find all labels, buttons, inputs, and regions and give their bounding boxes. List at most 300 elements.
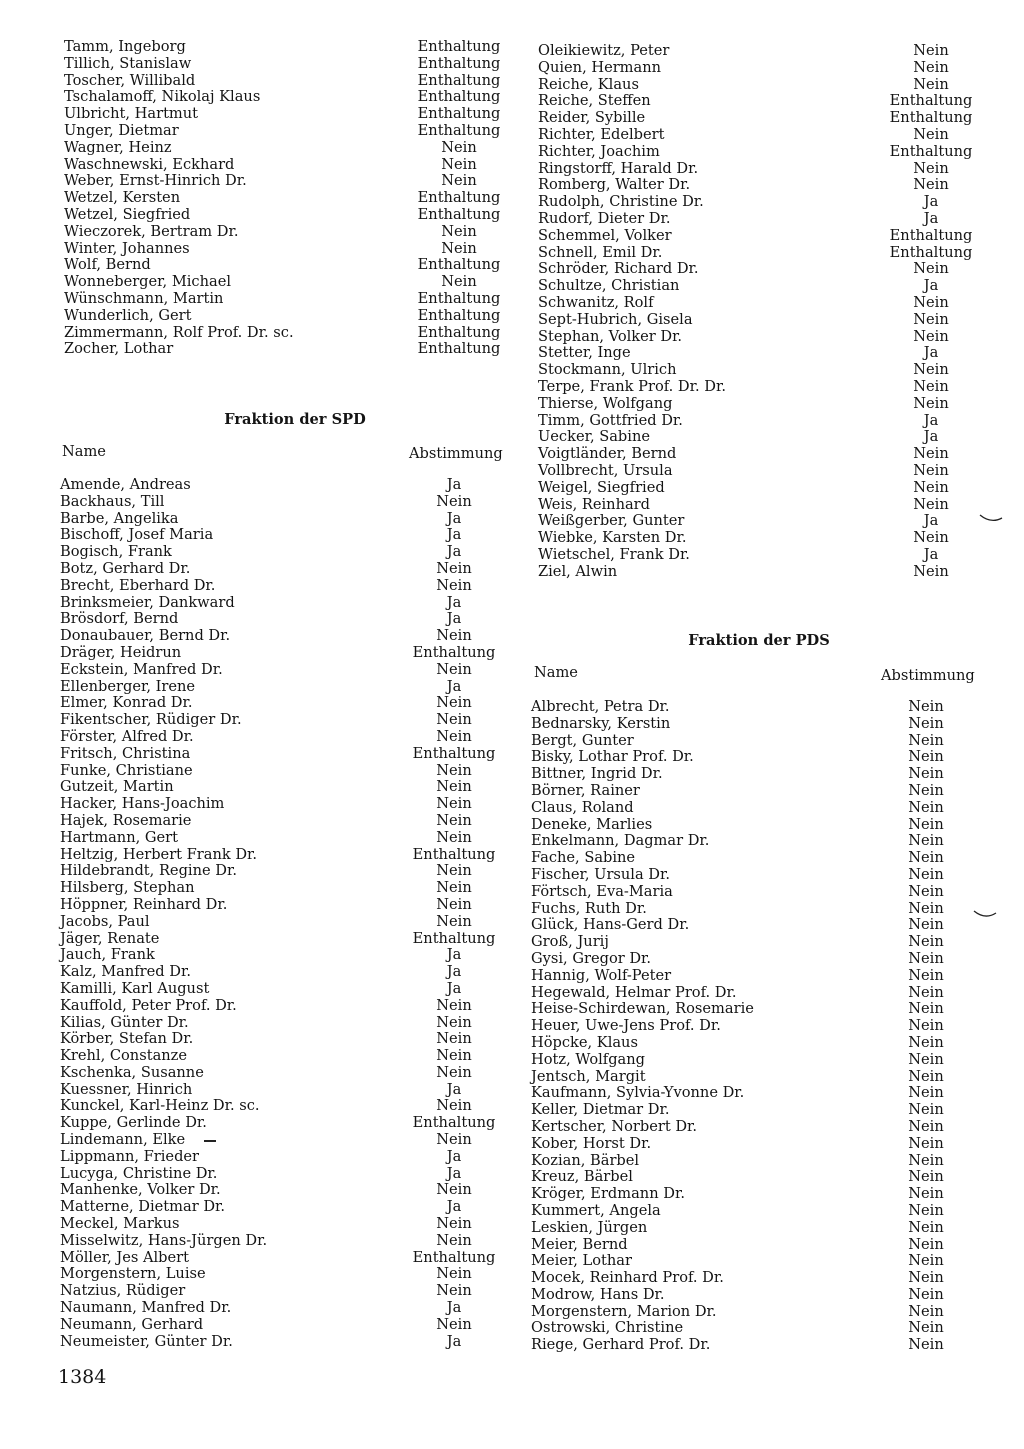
- vote-row: [531, 951, 991, 968]
- vote-value: Nein: [913, 42, 949, 59]
- vote-row: [60, 628, 510, 645]
- vote-value: Nein: [436, 660, 472, 678]
- vote-row: [60, 595, 510, 612]
- vote-row: [60, 1334, 510, 1351]
- vote-value: Nein: [436, 1315, 472, 1333]
- vote-value: Ja: [923, 209, 939, 227]
- vote-value: Enthaltung: [417, 289, 501, 307]
- member-name: Claus, Roland: [531, 798, 634, 816]
- member-name: Kalz, Manfred Dr.: [60, 963, 191, 981]
- vote-row: [538, 295, 988, 312]
- member-name: Gysi, Gregor Dr.: [531, 949, 652, 967]
- pds-vote-list: [531, 699, 991, 1354]
- vote-row: [531, 1085, 991, 1102]
- vote-row: [60, 1166, 510, 1183]
- member-name: Wietschel, Frank Dr.: [538, 545, 690, 563]
- member-name: Zocher, Lothar: [64, 340, 174, 358]
- vote-row: [531, 985, 991, 1002]
- vote-value: Ja: [446, 610, 462, 628]
- member-name: Modrow, Hans Dr.: [531, 1285, 665, 1303]
- vote-row: [538, 497, 988, 514]
- spd-vote-list: [60, 477, 510, 1350]
- vote-value: Nein: [908, 849, 944, 867]
- vote-row: [60, 729, 510, 746]
- vote-row: [64, 73, 514, 90]
- member-name: Donaubauer, Bernd Dr.: [60, 627, 231, 645]
- member-name: Bisky, Lothar Prof. Dr.: [531, 748, 694, 766]
- member-name: Bergt, Gunter: [531, 731, 634, 749]
- vote-row: [531, 1220, 991, 1237]
- vote-value: Enthaltung: [417, 71, 501, 89]
- member-name: Möller, Jes Albert: [60, 1248, 189, 1266]
- member-name: Stetter, Inge: [538, 344, 631, 362]
- member-name: Kröger, Erdmann Dr.: [531, 1185, 685, 1203]
- member-name: Hajek, Rosemarie: [60, 811, 192, 829]
- vote-value: Nein: [436, 1047, 472, 1065]
- vote-value: Nein: [908, 1269, 944, 1287]
- member-name: Romberg, Walter Dr.: [538, 176, 691, 194]
- vote-row: [64, 56, 514, 73]
- member-name: Schröder, Richard Dr.: [538, 260, 699, 278]
- member-name: Bittner, Ingrid Dr.: [531, 765, 663, 783]
- member-name: Jacobs, Paul: [60, 912, 150, 930]
- vote-value: Ja: [923, 512, 939, 530]
- vote-value: Enthaltung: [889, 109, 973, 127]
- member-name: Timm, Gottfried Dr.: [538, 411, 683, 429]
- vote-row: [64, 157, 514, 174]
- vote-value: Nein: [436, 576, 472, 594]
- vote-value: Nein: [908, 916, 944, 934]
- vote-row: [60, 1216, 510, 1233]
- spd-name-column-header: Name: [62, 443, 106, 460]
- vote-row: [531, 1153, 991, 1170]
- vote-value: Ja: [446, 543, 462, 561]
- vote-value: Nein: [441, 273, 477, 291]
- member-name: Zimmermann, Rolf Prof. Dr. sc.: [64, 323, 294, 341]
- member-name: Reiche, Steffen: [538, 92, 651, 110]
- vote-row: [64, 140, 514, 157]
- vote-value: Nein: [908, 1067, 944, 1085]
- vote-row: [60, 1098, 510, 1115]
- vote-row: [64, 89, 514, 106]
- vote-row: [60, 1132, 510, 1149]
- member-name: Amende, Andreas: [60, 476, 191, 493]
- vote-value: Nein: [913, 377, 949, 395]
- vote-row: [60, 981, 510, 998]
- vote-value: Nein: [436, 1282, 472, 1300]
- member-name: Wonneberger, Michael: [64, 273, 232, 291]
- vote-value: Ja: [446, 946, 462, 964]
- member-name: Wetzel, Siegfried: [64, 205, 191, 223]
- member-name: Hotz, Wolfgang: [531, 1050, 645, 1068]
- vote-row: [64, 106, 514, 123]
- vote-value: Nein: [913, 58, 949, 76]
- vote-value: Nein: [436, 778, 472, 796]
- vote-value: Nein: [908, 1336, 944, 1354]
- vote-value: Nein: [436, 1181, 472, 1199]
- vote-row: [60, 645, 510, 662]
- vote-row: [538, 312, 988, 329]
- member-name: Kozian, Bärbel: [531, 1151, 640, 1169]
- vote-value: Nein: [908, 1201, 944, 1219]
- vote-value: Nein: [441, 222, 477, 240]
- vote-value: Nein: [441, 155, 477, 173]
- vote-row: [60, 1149, 510, 1166]
- member-name: Schnell, Emil Dr.: [538, 243, 663, 261]
- vote-row: [531, 884, 991, 901]
- vote-row: [60, 1250, 510, 1267]
- vote-value: Nein: [913, 361, 949, 379]
- vote-row: [538, 60, 988, 77]
- vote-row: [531, 1136, 991, 1153]
- vote-value: Enthaltung: [412, 744, 496, 762]
- member-name: Kuessner, Hinrich: [60, 1080, 193, 1098]
- member-name: Funke, Christiane: [60, 761, 193, 779]
- member-name: Toscher, Willibald: [64, 71, 196, 89]
- member-name: Morgenstern, Marion Dr.: [531, 1302, 717, 1320]
- member-name: Backhaus, Till: [60, 492, 165, 510]
- vote-row: [60, 1048, 510, 1065]
- vote-row: [531, 934, 991, 951]
- vote-value: Enthaltung: [412, 845, 496, 863]
- vote-value: Nein: [913, 159, 949, 177]
- member-name: Dräger, Heidrun: [60, 643, 182, 661]
- vote-value: Ja: [923, 428, 939, 446]
- member-name: Lindemann, Elke: [60, 1131, 186, 1149]
- member-name: Ulbricht, Hartmut: [64, 105, 199, 123]
- vote-row: [538, 396, 988, 413]
- vote-value: Nein: [908, 798, 944, 816]
- member-name: Heltzig, Herbert Frank Dr.: [60, 845, 258, 863]
- member-name: Tschalamoff, Nikolaj Klaus: [64, 88, 261, 106]
- member-name: Elmer, Konrad Dr.: [60, 694, 193, 712]
- vote-value: Nein: [908, 1218, 944, 1236]
- vote-value: Enthaltung: [417, 88, 501, 106]
- vote-value: Nein: [441, 138, 477, 156]
- vote-value: Ja: [446, 593, 462, 611]
- member-name: Terpe, Frank Prof. Dr. Dr.: [538, 377, 726, 395]
- vote-row: [538, 93, 988, 110]
- vote-value: Nein: [436, 795, 472, 813]
- member-name: Kunckel, Karl-Heinz Dr. sc.: [60, 1097, 260, 1115]
- vote-value: Nein: [908, 882, 944, 900]
- member-name: Riege, Gerhard Prof. Dr.: [531, 1336, 711, 1354]
- vote-row: [60, 830, 510, 847]
- member-name: Meckel, Markus: [60, 1215, 180, 1233]
- vote-row: [538, 480, 988, 497]
- vote-value: Nein: [436, 627, 472, 645]
- member-name: Kreuz, Bärbel: [531, 1168, 633, 1186]
- vote-row: [538, 194, 988, 211]
- member-name: Brösdorf, Bernd: [60, 610, 179, 628]
- member-name: Wünschmann, Martin: [64, 289, 224, 307]
- member-name: Kschenka, Susanne: [60, 1063, 204, 1081]
- member-name: Natzius, Rüdiger: [60, 1282, 186, 1300]
- vote-row: [531, 1052, 991, 1069]
- member-name: Neumeister, Günter Dr.: [60, 1332, 233, 1350]
- vote-value: Nein: [908, 765, 944, 783]
- member-name: Kuppe, Gerlinde Dr.: [60, 1114, 207, 1132]
- member-name: Stockmann, Ulrich: [538, 361, 677, 379]
- member-name: Fikentscher, Rüdiger Dr.: [60, 711, 242, 729]
- scan-mark-arc-lower: [972, 908, 998, 920]
- member-name: Voigtländer, Bernd: [538, 445, 677, 463]
- vote-row: [538, 446, 988, 463]
- member-name: Richter, Edelbert: [538, 125, 665, 143]
- vote-value: Enthaltung: [412, 929, 496, 947]
- member-name: Manhenke, Volker Dr.: [60, 1181, 221, 1199]
- vote-row: [531, 1119, 991, 1136]
- vote-value: Nein: [436, 879, 472, 897]
- vote-value: Nein: [436, 912, 472, 930]
- vote-value: Nein: [908, 1117, 944, 1135]
- member-name: Schultze, Christian: [538, 277, 680, 295]
- member-name: Winter, Johannes: [64, 239, 190, 257]
- vote-value: Ja: [446, 677, 462, 695]
- vote-row: [60, 813, 510, 830]
- member-name: Schwanitz, Rolf: [538, 293, 654, 311]
- member-name: Stephan, Volker Dr.: [538, 327, 683, 345]
- vote-value: Nein: [436, 1013, 472, 1031]
- member-name: Höpcke, Klaus: [531, 1033, 638, 1051]
- vote-value: Nein: [436, 828, 472, 846]
- vote-row: [60, 1266, 510, 1283]
- member-name: Gutzeit, Martin: [60, 778, 174, 796]
- member-name: Kertscher, Norbert Dr.: [531, 1117, 698, 1135]
- vote-value: Enthaltung: [889, 226, 973, 244]
- vote-row: [64, 190, 514, 207]
- vote-value: Nein: [436, 492, 472, 510]
- vote-value: Nein: [436, 1215, 472, 1233]
- vote-row: [538, 379, 988, 396]
- vote-value: Nein: [908, 1151, 944, 1169]
- member-name: Botz, Gerhard Dr.: [60, 559, 191, 577]
- member-name: Ostrowski, Christine: [531, 1319, 684, 1337]
- vote-value: Ja: [446, 1332, 462, 1350]
- member-name: Unger, Dietmar: [64, 121, 179, 139]
- vote-value: Enthaltung: [417, 189, 501, 207]
- member-name: Sept-Hubrich, Gisela: [538, 310, 693, 328]
- member-name: Brinksmeier, Dankward: [60, 593, 235, 611]
- vote-row: [60, 544, 510, 561]
- vote-row: [60, 947, 510, 964]
- vote-row: [64, 224, 514, 241]
- member-name: Glück, Hans-Gerd Dr.: [531, 916, 690, 934]
- vote-value: Nein: [913, 125, 949, 143]
- member-name: Fischer, Ursula Dr.: [531, 865, 671, 883]
- member-name: Reider, Sybille: [538, 109, 646, 127]
- vote-row: [60, 914, 510, 931]
- vote-row: [538, 463, 988, 480]
- vote-row: [64, 308, 514, 325]
- vote-row: [60, 779, 510, 796]
- vote-value: Nein: [908, 714, 944, 732]
- vote-row: [60, 1199, 510, 1216]
- member-name: Wolf, Bernd: [64, 256, 151, 274]
- vote-row: [60, 964, 510, 981]
- vote-value: Nein: [436, 1030, 472, 1048]
- vote-row: [531, 1186, 991, 1203]
- page-number: 1384: [58, 1366, 107, 1388]
- member-name: Ellenberger, Irene: [60, 677, 196, 695]
- member-name: Wieczorek, Bertram Dr.: [64, 222, 239, 240]
- vote-value: Ja: [923, 411, 939, 429]
- vote-row: [538, 261, 988, 278]
- member-name: Leskien, Jürgen: [531, 1218, 648, 1236]
- vote-value: Nein: [913, 176, 949, 194]
- member-name: Kummert, Angela: [531, 1201, 661, 1219]
- member-name: Reiche, Klaus: [538, 75, 639, 93]
- vote-value: Nein: [436, 1265, 472, 1283]
- vote-row: [538, 43, 988, 60]
- vote-row: [60, 880, 510, 897]
- vote-value: Nein: [436, 727, 472, 745]
- vote-row: [538, 110, 988, 127]
- vote-row: [538, 329, 988, 346]
- vote-row: [531, 800, 991, 817]
- vote-row: [538, 362, 988, 379]
- scan-mark-arc-upper: [978, 512, 1004, 524]
- vote-row: [531, 917, 991, 934]
- member-name: Misselwitz, Hans-Jürgen Dr.: [60, 1231, 268, 1249]
- vote-value: Nein: [908, 1302, 944, 1320]
- vote-value: Nein: [908, 1168, 944, 1186]
- member-name: Fuchs, Ruth Dr.: [531, 899, 647, 917]
- member-name: Lippmann, Frieder: [60, 1147, 200, 1165]
- vote-value: Ja: [446, 1147, 462, 1165]
- member-name: Wiebke, Karsten Dr.: [538, 529, 687, 547]
- member-name: Jauch, Frank: [60, 946, 155, 964]
- vote-value: Nein: [908, 933, 944, 951]
- scan-mark-dash: [204, 1140, 216, 1142]
- vote-value: Ja: [446, 526, 462, 544]
- vote-value: Nein: [913, 394, 949, 412]
- vote-value: Nein: [436, 811, 472, 829]
- vote-row: [60, 897, 510, 914]
- member-name: Hildebrandt, Regine Dr.: [60, 862, 237, 880]
- vote-row: [538, 144, 988, 161]
- vote-row: [531, 1018, 991, 1035]
- member-name: Bischoff, Josef Maria: [60, 526, 214, 544]
- vote-value: Nein: [908, 865, 944, 883]
- vote-value: Nein: [908, 966, 944, 984]
- vote-value: Ja: [446, 509, 462, 527]
- vote-value: Ja: [446, 1080, 462, 1098]
- vote-value: Ja: [446, 979, 462, 997]
- member-name: Heise-Schirdewan, Rosemarie: [531, 1000, 754, 1018]
- vote-row: [60, 679, 510, 696]
- vote-row: [538, 127, 988, 144]
- vote-row: [60, 695, 510, 712]
- vote-row: [60, 578, 510, 595]
- member-name: Quien, Hermann: [538, 58, 662, 76]
- vote-value: Nein: [908, 1033, 944, 1051]
- vote-row: [538, 278, 988, 295]
- vote-value: Nein: [908, 1252, 944, 1270]
- vote-value: Nein: [913, 461, 949, 479]
- vote-value: Enthaltung: [417, 54, 501, 72]
- vote-value: Enthaltung: [889, 142, 973, 160]
- member-name: Rudolph, Christine Dr.: [538, 193, 704, 211]
- right-continuation-list: [538, 43, 988, 581]
- vote-value: Nein: [913, 293, 949, 311]
- vote-row: [64, 291, 514, 308]
- vote-row: [531, 1320, 991, 1337]
- vote-row: [538, 530, 988, 547]
- vote-value: Nein: [908, 1185, 944, 1203]
- vote-row: [60, 611, 510, 628]
- member-name: Wetzel, Kersten: [64, 189, 181, 207]
- vote-row: [60, 561, 510, 578]
- vote-row: [60, 1065, 510, 1082]
- member-name: Uecker, Sabine: [538, 428, 650, 446]
- member-name: Weigel, Siegfried: [538, 478, 665, 496]
- member-name: Brecht, Eberhard Dr.: [60, 576, 216, 594]
- vote-value: Ja: [446, 963, 462, 981]
- vote-row: [531, 1337, 991, 1354]
- vote-row: [531, 1069, 991, 1086]
- member-name: Deneke, Marlies: [531, 815, 653, 833]
- vote-row: [531, 1287, 991, 1304]
- vote-row: [538, 513, 988, 530]
- member-name: Naumann, Manfred Dr.: [60, 1299, 232, 1317]
- member-name: Morgenstern, Luise: [60, 1265, 206, 1283]
- member-name: Thierse, Wolfgang: [538, 394, 673, 412]
- vote-row: [531, 817, 991, 834]
- vote-value: Enthaltung: [417, 121, 501, 139]
- member-name: Hartmann, Gert: [60, 828, 179, 846]
- vote-row: [531, 716, 991, 733]
- vote-value: Nein: [436, 711, 472, 729]
- vote-value: Nein: [441, 172, 477, 190]
- left-continuation-list: [64, 39, 514, 358]
- member-name: Ziel, Alwin: [538, 562, 618, 580]
- vote-value: Nein: [436, 761, 472, 779]
- vote-value: Enthaltung: [412, 1248, 496, 1266]
- member-name: Hilsberg, Stephan: [60, 879, 195, 897]
- member-name: Richter, Joachim: [538, 142, 660, 160]
- member-name: Hannig, Wolf-Peter: [531, 966, 672, 984]
- vote-value: Enthaltung: [417, 340, 501, 358]
- member-name: Tillich, Stanislaw: [64, 54, 192, 72]
- vote-value: Nein: [913, 310, 949, 328]
- vote-row: [531, 901, 991, 918]
- vote-row: [60, 796, 510, 813]
- member-name: Kober, Horst Dr.: [531, 1134, 652, 1152]
- member-name: Eckstein, Manfred Dr.: [60, 660, 223, 678]
- member-name: Hacker, Hans-Joachim: [60, 795, 225, 813]
- vote-row: [60, 1283, 510, 1300]
- spd-vote-column-header: Abstimmung: [409, 445, 503, 462]
- vote-value: Enthaltung: [889, 243, 973, 261]
- member-name: Meier, Lothar: [531, 1252, 632, 1270]
- vote-row: [538, 345, 988, 362]
- member-name: Fritsch, Christina: [60, 744, 191, 762]
- vote-value: Nein: [908, 983, 944, 1001]
- vote-value: Nein: [908, 1134, 944, 1152]
- vote-row: [531, 968, 991, 985]
- vote-value: Nein: [436, 1063, 472, 1081]
- vote-row: [538, 77, 988, 94]
- vote-value: Nein: [436, 895, 472, 913]
- vote-row: [538, 245, 988, 262]
- member-name: Oleikiewitz, Peter: [538, 42, 670, 59]
- vote-row: [60, 527, 510, 544]
- spd-heading: Fraktion der SPD: [224, 411, 366, 428]
- vote-value: Nein: [436, 559, 472, 577]
- member-name: Waschnewski, Eckhard: [64, 155, 235, 173]
- vote-row: [64, 173, 514, 190]
